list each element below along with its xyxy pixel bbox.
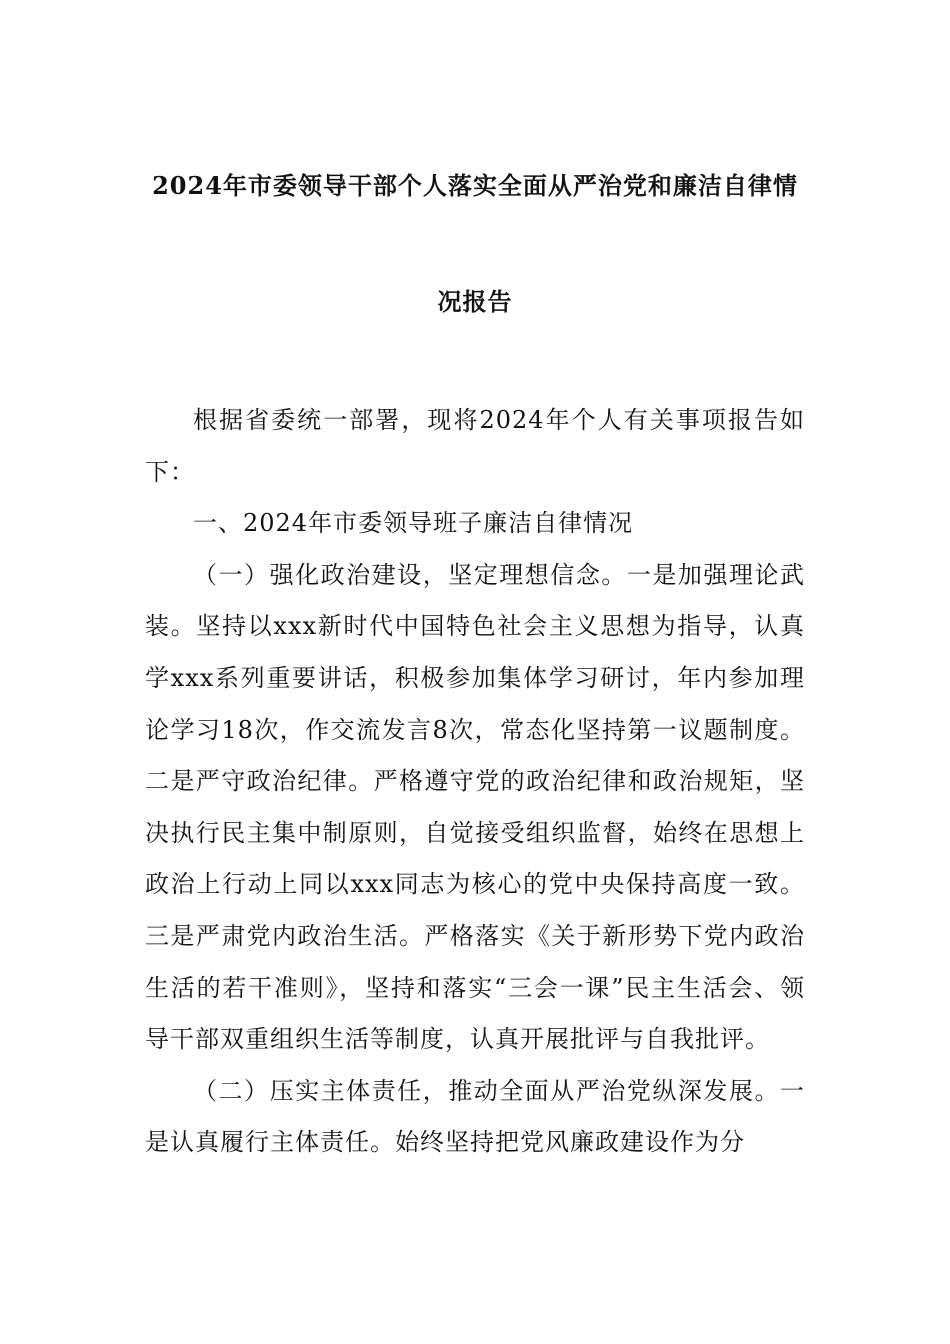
document-title-line-2: 况报告	[437, 287, 513, 316]
document-title-line-1: 2024年市委领导干部个人落实全面从严治党和廉洁自律情	[152, 171, 798, 200]
paragraph-intro: 根据省委统一部署，现将2024年个人有关事项报告如下：	[145, 406, 805, 486]
paragraph-subsection-1: （一）强化政治建设，坚定理想信念。一是加强理论武装。坚持以xxx新时代中国特色社会主义思想为指导，认真学xxx系列重要讲话，积极参加集体学习研讨，年内参加理论学习18次，作交流发言8次，常态化坚持第一议题制度。二是严守政治纪律。严格遵守党的政治纪律和政治规矩，坚决执行民主集中制原则，自觉接受组织监督，始终在思想上政治上行动上同以xxx同志为核心的党中央保持高度一致。三是严肃党内政治生活。严格落实《关于新形势下党内政治生活的若干准则》，坚持和落实“三会一课”民主生活会、领导干部双重组织生活等制度，认真开展批评与自我批评。	[145, 560, 805, 1054]
document-body	[145, 395, 805, 1169]
section-heading-1: 一、2024年市委领导班子廉洁自律情况	[193, 509, 634, 538]
paragraph-subsection-2: （二）压实主体责任，推动全面从严治党纵深发展。一是认真履行主体责任。始终坚持把党风廉政建设作为分	[145, 1076, 805, 1157]
